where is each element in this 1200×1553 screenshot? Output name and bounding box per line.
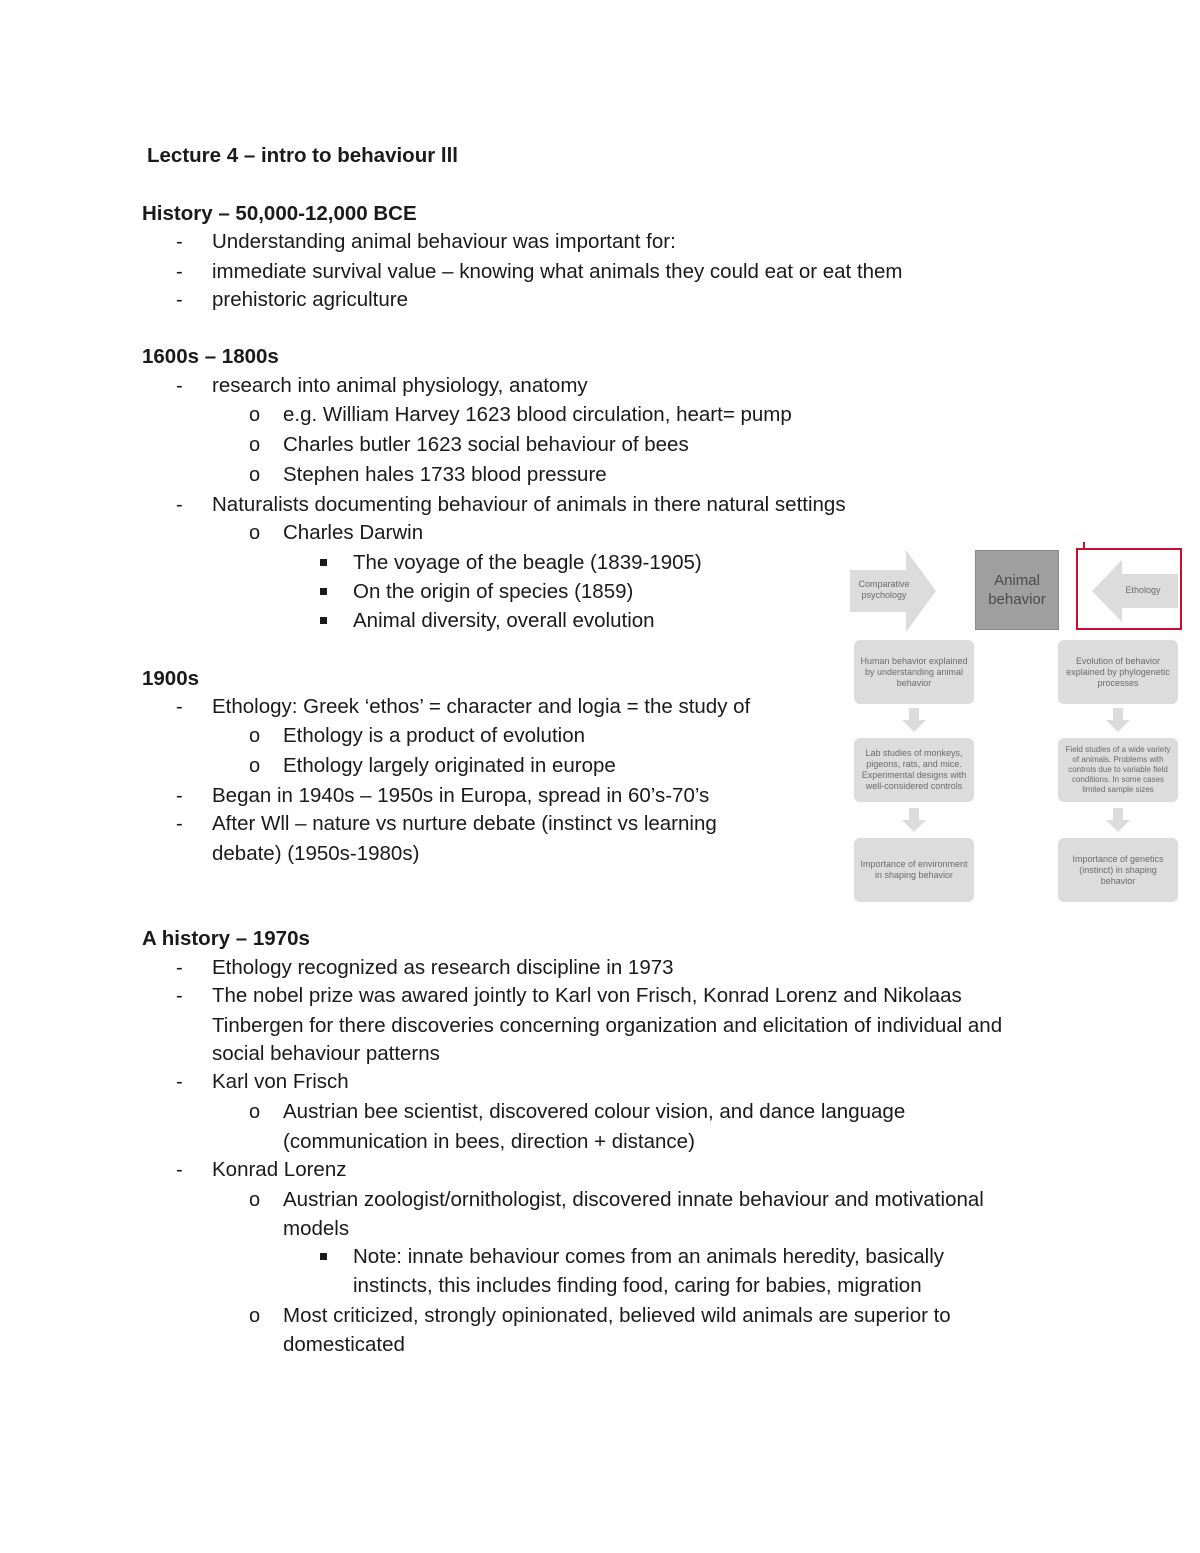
- section-heading-1970s: A history – 1970s: [142, 927, 310, 950]
- bullet-circle: o: [249, 464, 261, 486]
- bullet-dash: -: [176, 375, 183, 397]
- animal-behavior-diagram: [848, 540, 1188, 910]
- highlight-tick: [1083, 542, 1085, 550]
- list-item-continuation: debate) (1950s-1980s): [212, 842, 420, 865]
- bullet-dash: -: [176, 1071, 183, 1093]
- list-item: e.g. William Harvey 1623 blood circulation, heart= pump: [283, 403, 792, 426]
- bullet-dash: -: [176, 231, 183, 253]
- bullet-circle: o: [249, 434, 261, 456]
- list-item: Charles Darwin: [283, 521, 424, 544]
- bullet-square: [320, 559, 327, 566]
- list-item: Ethology: Greek ‘ethos’ = character and logia = the study of: [212, 695, 751, 718]
- down-arrow-icon: [1106, 808, 1130, 832]
- list-item: Ethology is a product of evolution: [283, 724, 585, 747]
- list-item: Naturalists documenting behaviour of animals in there natural settings: [212, 493, 846, 516]
- diagram-box: Importance of environment in shaping behavior: [854, 838, 974, 902]
- list-item: research into animal physiology, anatomy: [212, 374, 588, 397]
- bullet-dash: -: [176, 785, 183, 807]
- bullet-dash: -: [176, 494, 183, 516]
- bullet-dash: -: [176, 1159, 183, 1181]
- list-item: Ethology largely originated in europe: [283, 754, 616, 777]
- list-item: Austrian zoologist/ornithologist, discovered innate behaviour and motivational: [283, 1188, 984, 1211]
- diagram-box: Lab studies of monkeys, pigeons, rats, and mice. Experimental designs with well-considered controls: [854, 738, 974, 802]
- bullet-dash: -: [176, 289, 183, 311]
- central-box: Animal behavior: [975, 550, 1059, 630]
- list-item: The voyage of the beagle (1839-1905): [353, 551, 702, 574]
- list-item: Austrian bee scientist, discovered colour vision, and dance language: [283, 1100, 906, 1123]
- diagram-box: Human behavior explained by understanding animal behavior: [854, 640, 974, 704]
- list-item-continuation: instincts, this includes finding food, caring for babies, migration: [353, 1274, 922, 1297]
- bullet-dash: -: [176, 696, 183, 718]
- bullet-circle: o: [249, 404, 261, 426]
- list-item: On the origin of species (1859): [353, 580, 634, 603]
- bullet-dash: -: [176, 957, 183, 979]
- bullet-circle: o: [249, 1189, 261, 1211]
- list-item: immediate survival value – knowing what animals they could eat or eat them: [212, 260, 903, 283]
- down-arrow-icon: [902, 808, 926, 832]
- list-item: Began in 1940s – 1950s in Europa, spread in 60’s-70’s: [212, 784, 710, 807]
- list-item: Karl von Frisch: [212, 1070, 349, 1093]
- list-item-continuation: domesticated: [283, 1333, 405, 1356]
- list-item-continuation: social behaviour patterns: [212, 1042, 440, 1065]
- list-item: Stephen hales 1733 blood pressure: [283, 463, 607, 486]
- bullet-circle: o: [249, 1101, 261, 1123]
- bullet-circle: o: [249, 522, 261, 544]
- down-arrow-icon: [1106, 708, 1130, 732]
- down-arrow-icon: [902, 708, 926, 732]
- bullet-square: [320, 617, 327, 624]
- bullet-circle: o: [249, 1305, 261, 1327]
- list-item: Ethology recognized as research discipline in 1973: [212, 956, 674, 979]
- list-item-continuation: (communication in bees, direction + distance): [283, 1130, 695, 1153]
- page-title: Lecture 4 – intro to behaviour lll: [147, 144, 458, 167]
- bullet-square: [320, 588, 327, 595]
- highlight-box: [1076, 548, 1182, 630]
- list-item: prehistoric agriculture: [212, 288, 408, 311]
- bullet-dash: -: [176, 261, 183, 283]
- list-item: Understanding animal behaviour was important for:: [212, 230, 676, 253]
- list-item-continuation: models: [283, 1217, 350, 1240]
- bullet-dash: -: [176, 813, 183, 835]
- bullet-dash: -: [176, 985, 183, 1007]
- list-item: Most criticized, strongly opinionated, believed wild animals are superior to: [283, 1304, 951, 1327]
- section-heading-history: History – 50,000-12,000 BCE: [142, 202, 417, 225]
- arrow-label-comparative: Comparative psychology: [858, 579, 910, 600]
- bullet-circle: o: [249, 755, 261, 777]
- bullet-square: [320, 1253, 327, 1260]
- section-heading-1600s: 1600s – 1800s: [142, 345, 279, 368]
- diagram-box: Field studies of a wide variety of animals. Problems with controls due to variable field conditions. In some cases limited sample sizes: [1058, 738, 1178, 802]
- list-item: Charles butler 1623 social behaviour of bees: [283, 433, 689, 456]
- diagram-box: Importance of genetics (instinct) in shaping behavior: [1058, 838, 1178, 902]
- diagram-box: Evolution of behavior explained by phylogenetic processes: [1058, 640, 1178, 704]
- section-heading-1900s: 1900s: [142, 667, 200, 690]
- list-item: After Wll – nature vs nurture debate (instinct vs learning: [212, 812, 717, 835]
- list-item: Animal diversity, overall evolution: [353, 609, 655, 632]
- list-item: The nobel prize was awared jointly to Karl von Frisch, Konrad Lorenz and Nikolaas: [212, 984, 962, 1007]
- list-item: Note: innate behaviour comes from an animals heredity, basically: [353, 1245, 944, 1268]
- bullet-circle: o: [249, 725, 261, 747]
- arrow-label-ethology: Ethology: [1125, 585, 1161, 595]
- list-item-continuation: Tinbergen for there discoveries concerning organization and elicitation of individual and: [212, 1014, 1003, 1037]
- list-item: Konrad Lorenz: [212, 1158, 347, 1181]
